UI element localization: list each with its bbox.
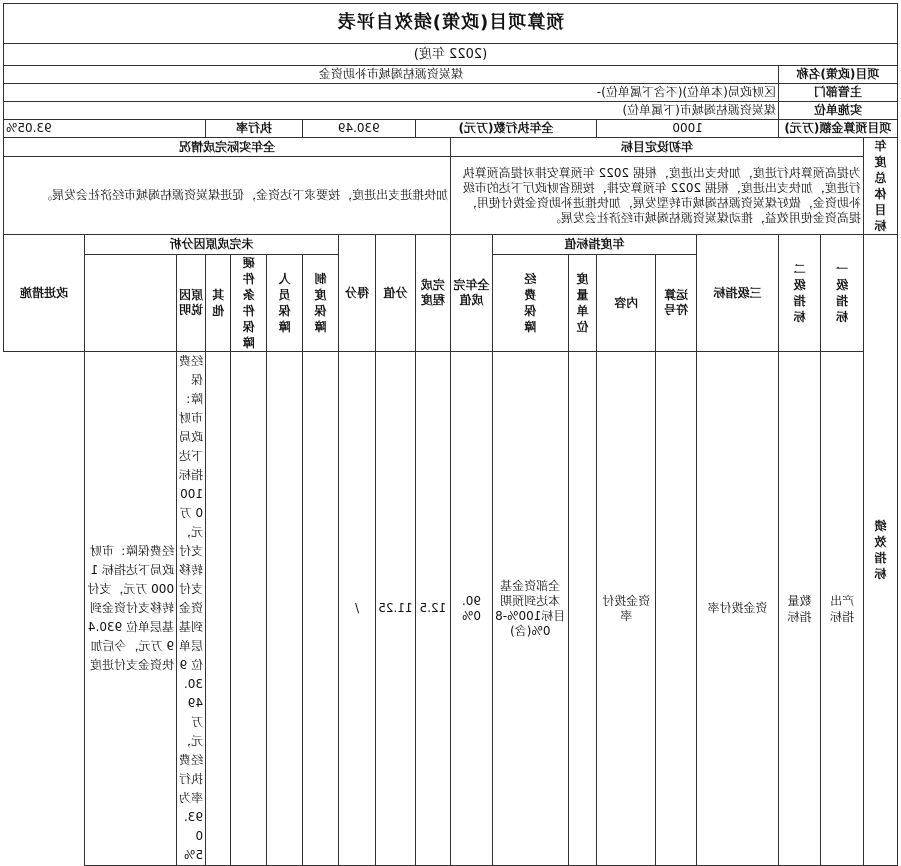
project-name-label: 项目(政策)名称 bbox=[778, 66, 897, 84]
funding-header: 经费保障 bbox=[492, 255, 568, 352]
hardware-header: 硬件条件保障 bbox=[231, 255, 267, 352]
unit-col-value bbox=[568, 352, 597, 866]
improve-value: 经费保障：市财政局下达指标 1000 万元，支付转移支付资金到基层单位 930.49 万元，今后加快资金支付进度 bbox=[85, 352, 177, 866]
rate-value: 93.05% bbox=[4, 120, 206, 138]
score-header: 得分 bbox=[338, 235, 375, 352]
dept-value: 区财政局(本单位)(不含下属单位)- bbox=[4, 84, 779, 102]
lvl3-value: 资金拨付率 bbox=[697, 352, 779, 866]
set-goal-header: 年初设定目标 bbox=[451, 138, 864, 157]
lvl2-header: 二级指标 bbox=[778, 235, 821, 352]
reason-desc-value: 经费保障：市财政局下达指标 1000 万元，支付转移支付资金到基层单位 930.49 万元，经费执行率为 93.05% bbox=[177, 352, 206, 866]
budget-label: 项目预算金额(万元) bbox=[778, 120, 897, 138]
staff-value bbox=[267, 352, 303, 866]
completion-value: 90.0% bbox=[451, 352, 493, 866]
goal-section-label: 年度总体目标 bbox=[863, 138, 897, 235]
title-cell bbox=[4, 4, 898, 44]
indicators-label: 绩效指标 bbox=[863, 235, 897, 866]
score-max-header: 分值 bbox=[376, 235, 415, 352]
funding-value: / bbox=[338, 352, 375, 866]
lvl1-header: 一级指标 bbox=[821, 235, 864, 352]
lvl1-value: 产出指标 bbox=[821, 352, 864, 866]
unit-value: 煤炭资源枯竭城市(下属单位) bbox=[4, 102, 779, 120]
staff-header: 人员保障 bbox=[267, 255, 303, 352]
executed-value: 930.49 bbox=[302, 120, 415, 138]
completion-header: 完成程度 bbox=[415, 235, 451, 352]
page-title: 预算项目(政策)绩效自评表 bbox=[336, 12, 565, 33]
executed-label: 全年执行数(万元) bbox=[415, 120, 597, 138]
lvl3-header: 三级指标 bbox=[697, 235, 779, 352]
content-header: 内容 bbox=[597, 255, 656, 352]
actual-value: 全部资金基本达到预期目标100%-80%(含) bbox=[492, 352, 568, 866]
hardware-value bbox=[231, 352, 267, 866]
reason-desc-header: 原因说明 bbox=[177, 255, 206, 352]
score-max-value: 12.5 bbox=[415, 352, 451, 866]
system-header: 制度保障 bbox=[302, 255, 338, 352]
system-value bbox=[302, 352, 338, 866]
year-label: (2022 年度) bbox=[413, 47, 488, 62]
calc-symbol-header: 运算符号 bbox=[656, 255, 697, 352]
other-value bbox=[206, 352, 231, 866]
score-value: 11.25 bbox=[376, 352, 415, 866]
set-goal-text: 为提高预算执行进度，加快支出进度，根据 2022 年预算安排对提高预算执行进度，加快支出进度，根据 2022 年预算安排，按照省财政厅下达的市级补助资金，做好煤炭资源枯竭城市转型发展，加快推进补助资金拨付使用，提高资金使用效益，推动煤炭资源枯竭城市经济社会发展。 bbox=[451, 157, 864, 235]
unit-col-header: 度量单位 bbox=[568, 255, 597, 352]
unit-label: 实施单位 bbox=[778, 102, 897, 120]
budget-value: 1000 bbox=[597, 120, 778, 138]
improve-header: 改进措施 bbox=[4, 235, 85, 352]
lvl2-value: 数量指标 bbox=[778, 352, 821, 866]
reason-group-header: 未完成原因分析 bbox=[85, 235, 339, 255]
actual-goal-header: 全年实际完成情况 bbox=[4, 138, 451, 157]
project-name-value: 煤炭资源枯竭城市补助资金 bbox=[4, 66, 779, 84]
calc-symbol-value bbox=[656, 352, 697, 866]
actual-header: 全年完成值 bbox=[451, 235, 493, 352]
content-value: 资金拨付率 bbox=[597, 352, 656, 866]
year-cell bbox=[4, 44, 898, 66]
other-header: 其他 bbox=[206, 255, 231, 352]
evaluation-table bbox=[3, 3, 898, 866]
rate-label: 执行率 bbox=[206, 120, 303, 138]
annual-target-header: 年度指标值 bbox=[492, 235, 696, 255]
dept-label: 主管部门 bbox=[778, 84, 897, 102]
actual-goal-text: 加快推进支出进度，按要求下达资金，促进煤炭资源枯竭城市经济社会发展。 bbox=[4, 157, 451, 235]
